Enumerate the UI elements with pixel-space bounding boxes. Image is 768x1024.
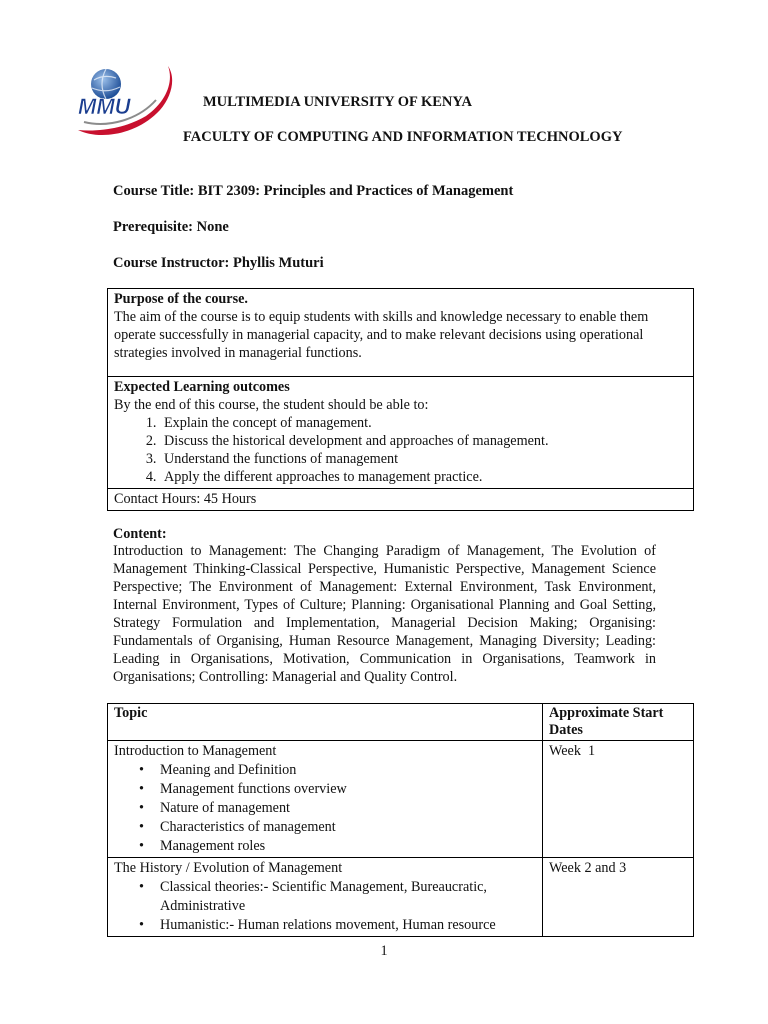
outcome-item: 3. Understand the functions of management bbox=[160, 450, 687, 468]
outcomes-intro: By the end of this course, the student should be able to: bbox=[114, 397, 429, 413]
topic-bullet: • Humanistic:- Human relations movement, Human resource bbox=[160, 916, 536, 935]
topic-title: Introduction to Management bbox=[114, 743, 277, 759]
header-dates bbox=[543, 704, 694, 741]
page-number: 1 bbox=[380, 943, 388, 959]
outcomes-section bbox=[108, 376, 693, 488]
date-cell bbox=[543, 858, 694, 937]
outcome-item: 1. Explain the concept of management. bbox=[160, 414, 687, 432]
topic-bullet: • Management functions overview bbox=[160, 780, 536, 799]
header-dates-label: Approximate Start Dates bbox=[549, 705, 664, 738]
university-name: MULTIMEDIA UNIVERSITY OF KENYA bbox=[203, 94, 472, 110]
faculty-name: FACULTY OF COMPUTING AND INFORMATION TECHNOLOGY bbox=[183, 129, 623, 145]
purpose-body: The aim of the course is to equip students with skills and knowledge necessary to enable them operate successfully in managerial capacity, and to make relevant decisions using operational strategies involved in managerial functions. bbox=[114, 309, 649, 361]
topic-bullet: • Meaning and Definition bbox=[160, 761, 536, 780]
header-topic bbox=[108, 704, 543, 741]
purpose-title: Purpose of the course. bbox=[114, 291, 248, 307]
start-date: Week 1 bbox=[549, 743, 596, 759]
course-prerequisite: Prerequisite: None bbox=[113, 219, 229, 235]
contact-hours: Contact Hours: 45 Hours bbox=[114, 491, 257, 507]
course-instructor: Course Instructor: Phyllis Muturi bbox=[113, 255, 324, 271]
topic-bullets bbox=[114, 761, 536, 856]
outcome-item: 2. Discuss the historical development and approaches of management. bbox=[160, 432, 687, 450]
outcomes-title: Expected Learning outcomes bbox=[114, 379, 290, 395]
content-body: Introduction to Management: The Changing Paradigm of Management, The Evolution of Management Thinking-Classical Perspective, Humanistic Perspective, Management Science Perspective; The Environment of Management: External Environment, Task Environment, Internal Environment, Types of Culture; Planning: Organisational Planning and Goal Setting, Strategy Formulation and Implementation, Managerial Decision Making; Organising: Fundamentals of Organising, Human Resource Management, Managing Diversity; Leading: Leading in Organisations, Motivation, Communication in Organisations, Teamwork in Organisations; Controlling: Managerial and Quality Control. bbox=[113, 543, 656, 685]
mmu-logo bbox=[74, 60, 176, 140]
topic-title: The History / Evolution of Management bbox=[114, 860, 343, 876]
topics-table bbox=[107, 703, 694, 937]
table-header-row bbox=[108, 704, 694, 741]
content-title: Content: bbox=[113, 526, 167, 542]
table-row bbox=[108, 741, 694, 858]
course-title: Course Title: BIT 2309: Principles and Practices of Management bbox=[113, 183, 514, 199]
topic-bullet: • Classical theories:- Scientific Management, Bureaucratic, Administrative bbox=[160, 878, 536, 916]
header-topic-label: Topic bbox=[114, 705, 148, 721]
outcome-item: 4. Apply the different approaches to management practice. bbox=[160, 468, 687, 486]
topic-bullet: • Nature of management bbox=[160, 799, 536, 818]
date-cell bbox=[543, 741, 694, 858]
logo-text: MMU bbox=[78, 94, 131, 119]
topic-cell bbox=[108, 741, 543, 858]
start-date: Week 2 and 3 bbox=[549, 860, 627, 876]
course-info-box bbox=[107, 288, 694, 511]
topic-bullet: • Management roles bbox=[160, 837, 536, 856]
topic-cell bbox=[108, 858, 543, 937]
contact-hours-section bbox=[108, 488, 693, 510]
purpose-section bbox=[108, 289, 693, 376]
topic-bullets bbox=[114, 878, 536, 935]
outcomes-list bbox=[114, 414, 687, 486]
topic-bullet: • Characteristics of management bbox=[160, 818, 536, 837]
table-row bbox=[108, 858, 694, 937]
